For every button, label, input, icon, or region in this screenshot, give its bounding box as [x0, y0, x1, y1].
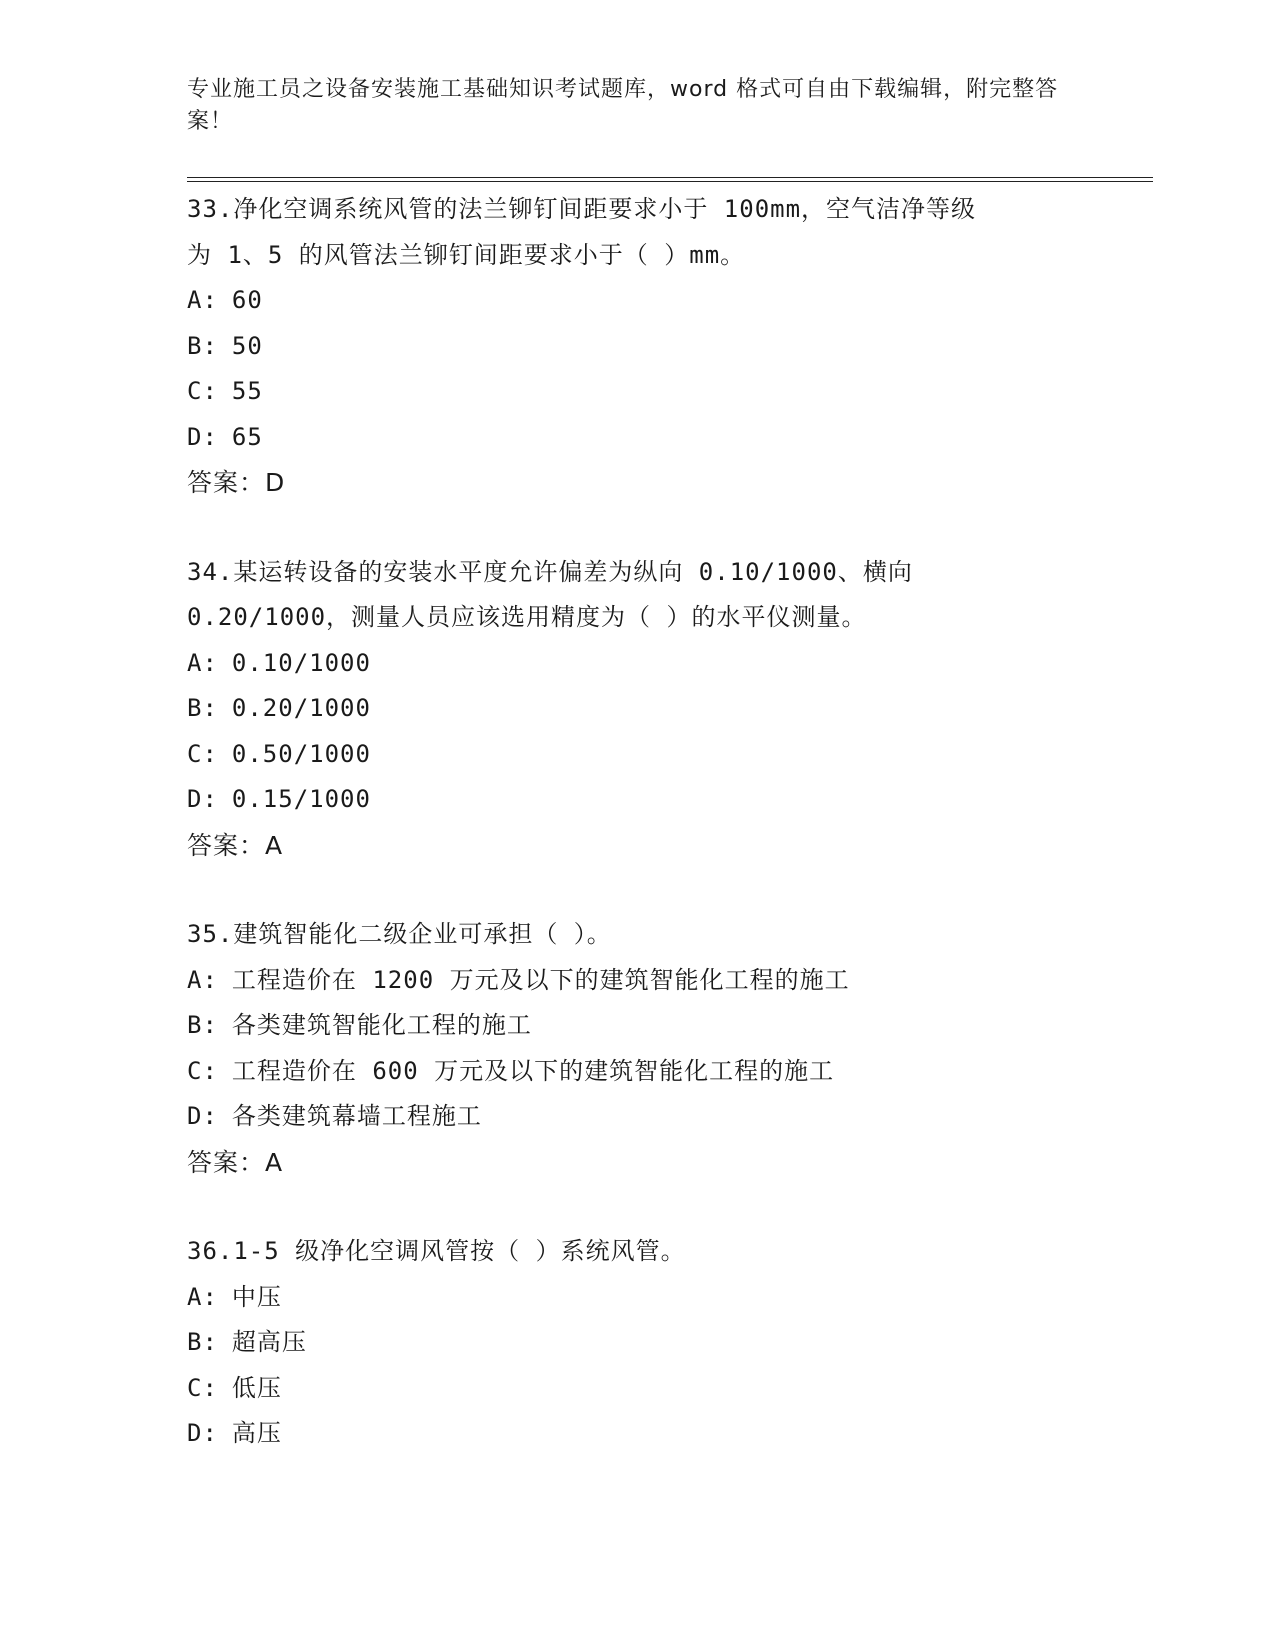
option-text: 各类建筑幕墙工程施工: [231, 1102, 482, 1130]
option-text: 0.50/1000: [231, 739, 371, 768]
question-36: [187, 1229, 1087, 1457]
question-35: [187, 912, 1087, 1185]
option-b: [187, 1320, 1087, 1366]
option-letter: B:: [187, 331, 218, 360]
option-text: 各类建筑智能化工程的施工: [231, 1011, 532, 1039]
option-letter: D:: [187, 422, 218, 451]
question-34: [187, 550, 1087, 869]
option-text: 55: [231, 377, 263, 405]
option-letter: B:: [187, 1011, 218, 1039]
option-letter: C:: [187, 1056, 218, 1085]
option-d: [187, 415, 1087, 461]
option-letter: C:: [187, 377, 218, 405]
option-letter: C:: [187, 1373, 218, 1402]
question-stem-continued: 0.20/1000，测量人员应该选用精度为（ ）的水平仪测量。: [187, 603, 867, 631]
option-d: [187, 1094, 1087, 1140]
option-text: 超高压: [231, 1328, 307, 1356]
option-a: [187, 1275, 1087, 1321]
question-stem-continued: 为 1、5 的风管法兰铆钉间距要求小于（ ）mm。: [187, 240, 746, 269]
option-c: [187, 732, 1087, 778]
question-stem: 36.1-5 级净化空调风管按（ ）系统风管。: [187, 1237, 686, 1265]
option-b: [187, 686, 1087, 732]
question-33: [187, 187, 1087, 506]
question-list: [187, 187, 1087, 1501]
option-letter: A:: [187, 286, 218, 314]
option-text: 工程造价在 1200 万元及以下的建筑智能化工程的施工: [231, 965, 850, 994]
option-letter: D:: [187, 1419, 218, 1447]
option-c: [187, 1049, 1087, 1095]
question-stem: 34.某运转设备的安装水平度允许偏差为纵向 0.10/1000、横向: [187, 557, 913, 586]
option-text: 低压: [231, 1373, 282, 1402]
document-header: 专业施工员之设备安装施工基础知识考试题库，word 格式可自由下载编辑，附完整答案！: [187, 77, 1059, 134]
option-c: [187, 369, 1087, 415]
option-text: 0.20/1000: [231, 694, 371, 722]
option-text: 工程造价在 600 万元及以下的建筑智能化工程的施工: [231, 1056, 835, 1085]
option-d: [187, 777, 1087, 823]
option-b: [187, 324, 1087, 370]
option-letter: A:: [187, 648, 218, 677]
answer-line: 答案：A: [187, 830, 284, 860]
option-a: [187, 278, 1087, 324]
option-b: [187, 1003, 1087, 1049]
option-text: 50: [231, 331, 263, 360]
option-c: [187, 1366, 1087, 1412]
option-text: 高压: [231, 1419, 282, 1447]
option-letter: C:: [187, 739, 218, 768]
option-a: [187, 958, 1087, 1004]
question-stem: 33.净化空调系统风管的法兰铆钉间距要求小于 100mm，空气洁净等级: [187, 195, 977, 223]
option-letter: D:: [187, 785, 218, 813]
option-letter: A:: [187, 1282, 218, 1311]
option-letter: A:: [187, 965, 218, 994]
option-d: [187, 1411, 1087, 1457]
option-letter: B:: [187, 1328, 218, 1356]
option-a: [187, 641, 1087, 687]
option-text: 中压: [231, 1282, 282, 1311]
header-divider: [187, 177, 1153, 182]
option-text: 0.15/1000: [231, 785, 371, 813]
option-text: 65: [231, 422, 263, 451]
answer-line: 答案：A: [187, 1147, 284, 1177]
answer-line: 答案：D: [187, 468, 286, 497]
option-letter: D:: [187, 1102, 218, 1130]
question-stem: 35.建筑智能化二级企业可承担（ ）。: [187, 920, 612, 948]
option-letter: B:: [187, 694, 218, 722]
option-text: 0.10/1000: [231, 648, 371, 677]
option-text: 60: [231, 286, 263, 314]
